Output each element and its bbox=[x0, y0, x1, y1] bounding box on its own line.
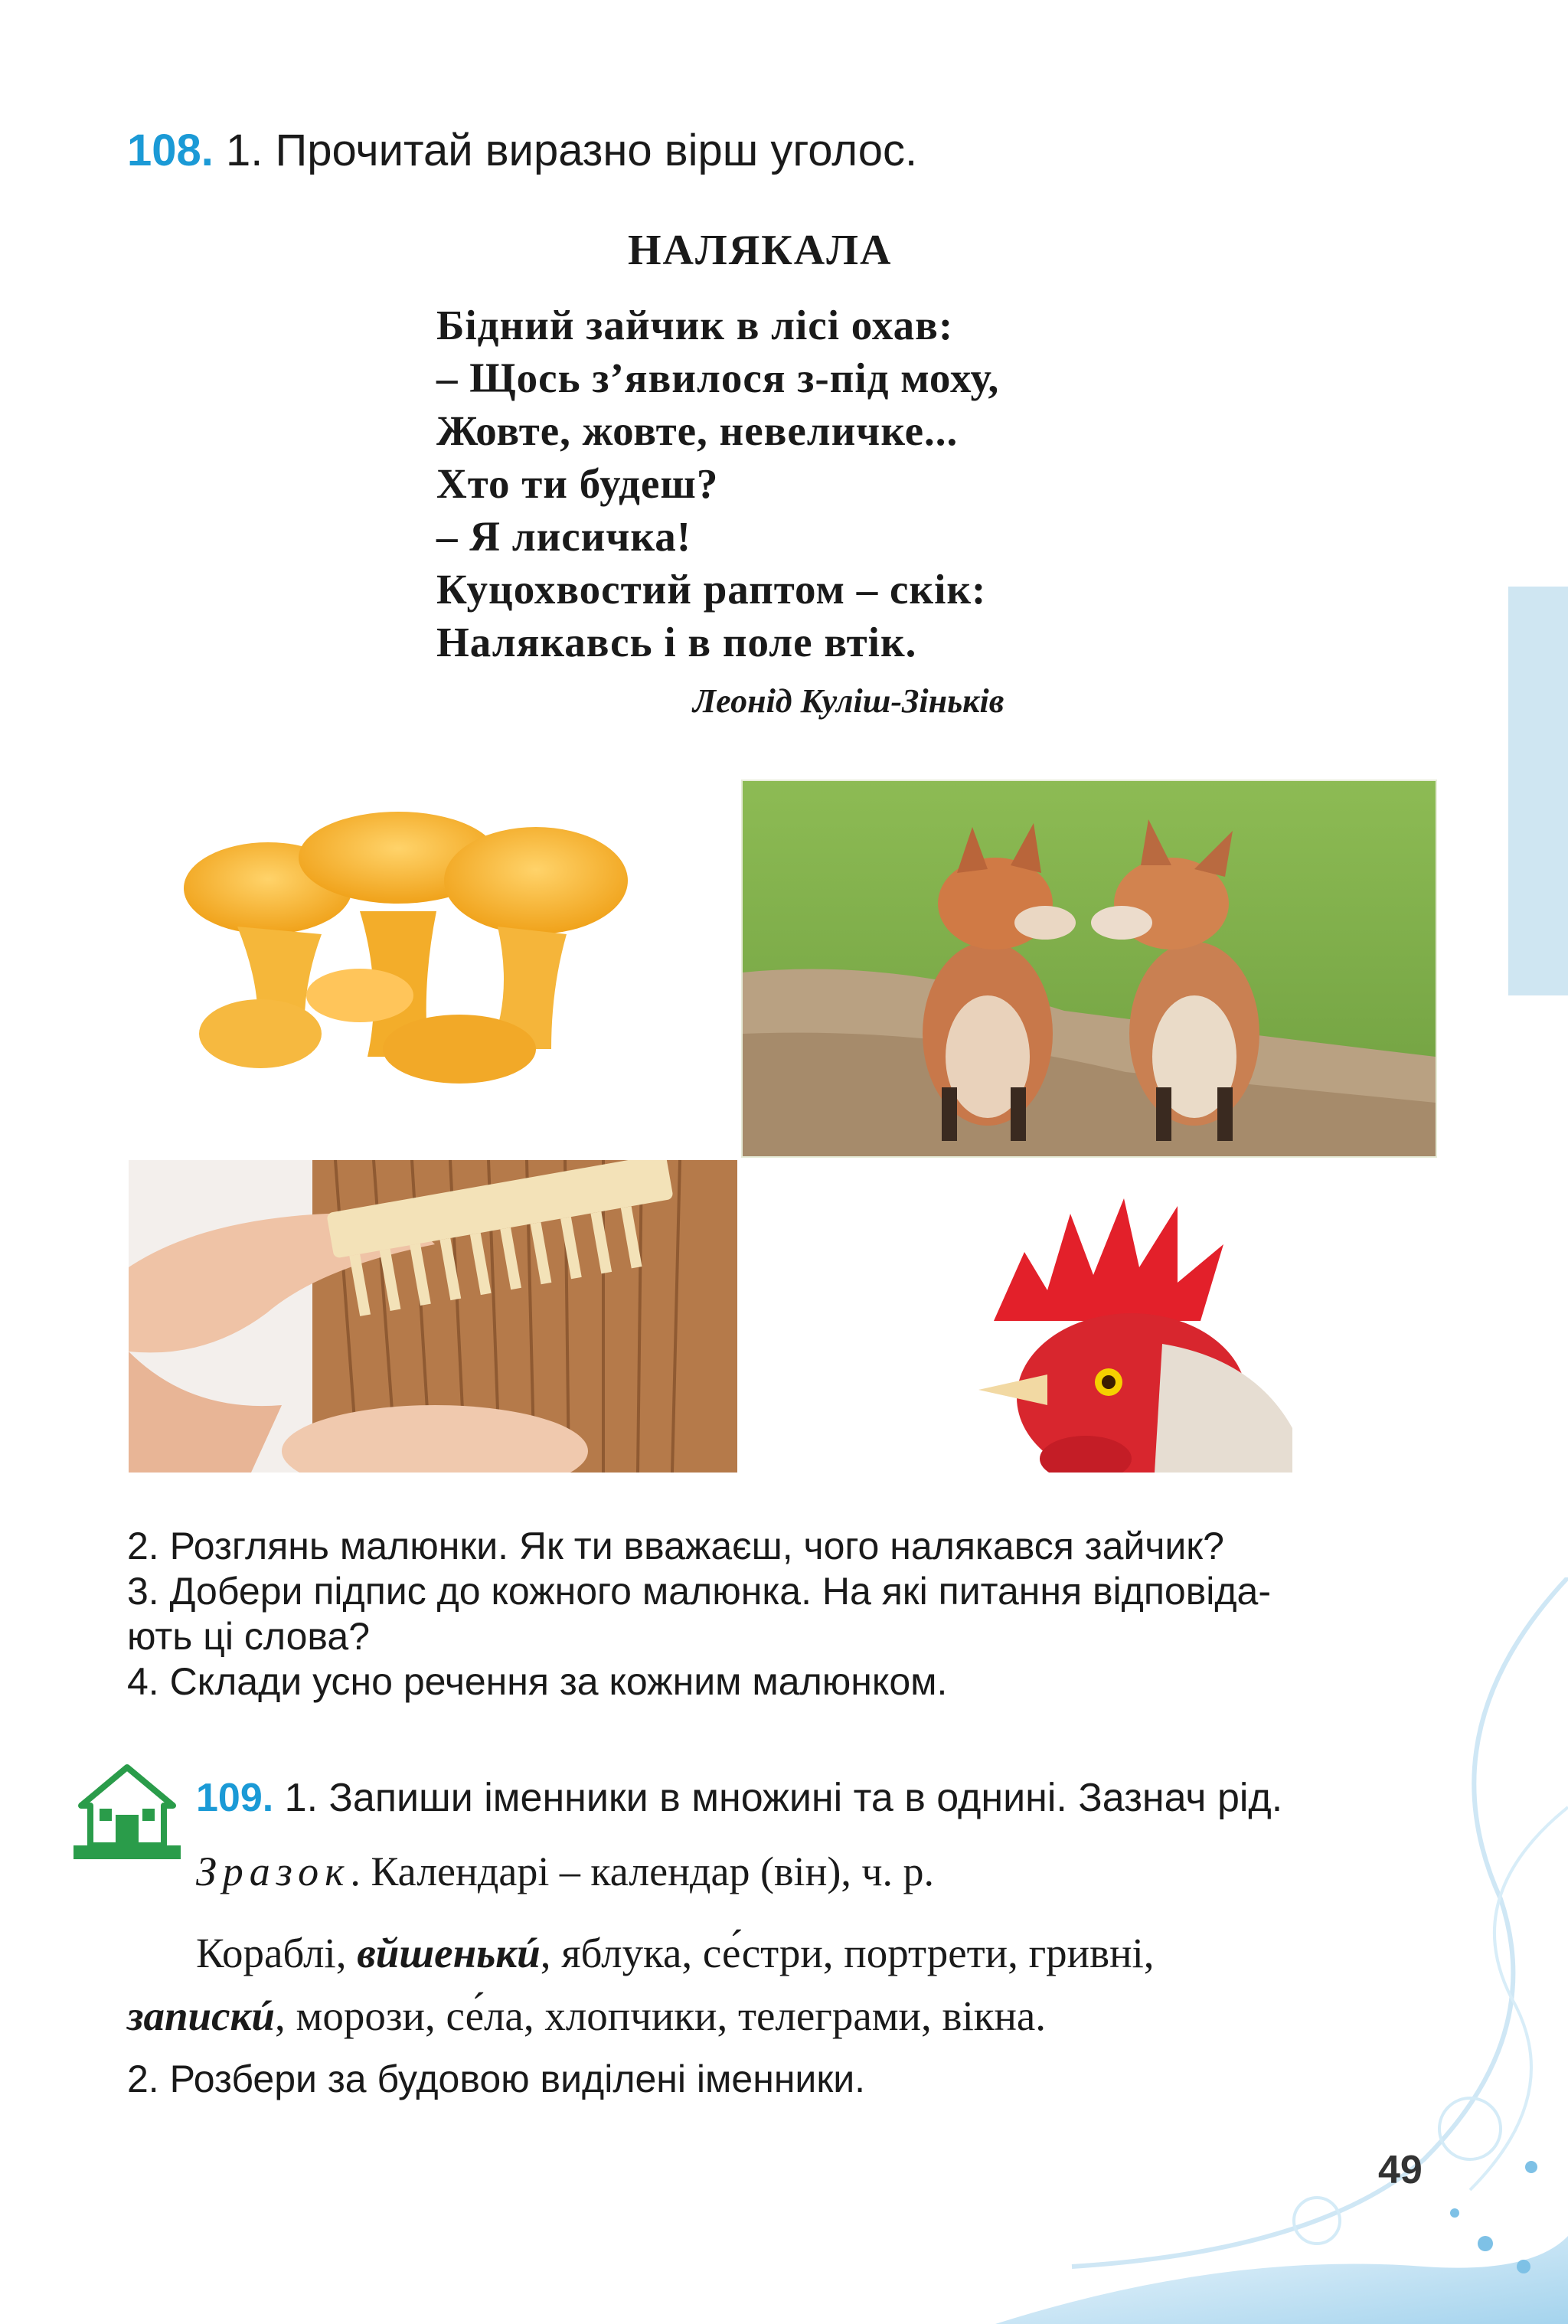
word-text: , яблука, се́стри, портрети, гривні, bbox=[540, 1930, 1155, 1976]
poem-line: Хто ти будеш? bbox=[436, 460, 719, 507]
side-tab bbox=[1508, 587, 1568, 995]
poem-author: Леонід Куліш-Зіньків bbox=[693, 682, 1004, 720]
poem-line: – Щось з’явилося з-під моху, bbox=[436, 355, 1000, 401]
sample-text: . Календарі – календар (він), ч. р. bbox=[350, 1848, 935, 1894]
poem-line: Налякавсь і в поле втік. bbox=[436, 619, 917, 665]
question-line: 2. Розглянь малюнки. Як ти вважаєш, чого налякався зайчик? bbox=[127, 1525, 1224, 1567]
mushrooms-photo bbox=[168, 804, 643, 1103]
exercise-number: 109. bbox=[196, 1776, 274, 1820]
exercise-task: 1. Запиши іменники в множині та в однині. Зазнач рід. bbox=[284, 1776, 1283, 1820]
highlighted-word: вйшенькú bbox=[357, 1930, 541, 1976]
fox-cubs-photo bbox=[741, 780, 1437, 1158]
exercise-task: 1. Прочитай виразно вірш уголос. bbox=[226, 126, 918, 175]
poem-line: Жовте, жовте, невеличке... bbox=[436, 407, 959, 454]
highlighted-word: запискú bbox=[127, 1992, 276, 2039]
question-line: 3. Добери підпис до кожного малюнка. На які питання відповіда- bbox=[127, 1570, 1272, 1613]
poem-title: НАЛЯКАЛА bbox=[628, 227, 893, 274]
rooster-photo bbox=[933, 1168, 1292, 1473]
question-line: ють ці слова? bbox=[127, 1615, 371, 1658]
poem-line: – Я лисичка! bbox=[436, 513, 692, 560]
poem-line: Бідний зайчик в лісі охав: bbox=[436, 302, 954, 348]
decorative-swirl bbox=[995, 1577, 1568, 2324]
poem bbox=[436, 299, 999, 668]
page-number: 49 bbox=[1378, 2148, 1423, 2192]
word-text: , морози, се́ла, хлопчики, телеграми, вікна. bbox=[275, 1992, 1047, 2039]
poem-line: Куцохвостий раптом – скік: bbox=[436, 566, 987, 613]
house-icon bbox=[74, 1761, 181, 1861]
hair-comb-photo bbox=[129, 1160, 737, 1473]
exercise-109-task2: 2. Розбери за будовою виділені іменники. bbox=[127, 2058, 866, 2100]
question-line: 4. Склади усно речення за кожним малюнком. bbox=[127, 1660, 948, 1703]
word-text: Кораблі, bbox=[196, 1930, 358, 1976]
sample-line bbox=[196, 1848, 935, 1894]
exercise-number: 108. bbox=[127, 126, 214, 175]
sample-label: Зразок bbox=[196, 1848, 351, 1894]
exercise-108-heading bbox=[127, 126, 918, 175]
